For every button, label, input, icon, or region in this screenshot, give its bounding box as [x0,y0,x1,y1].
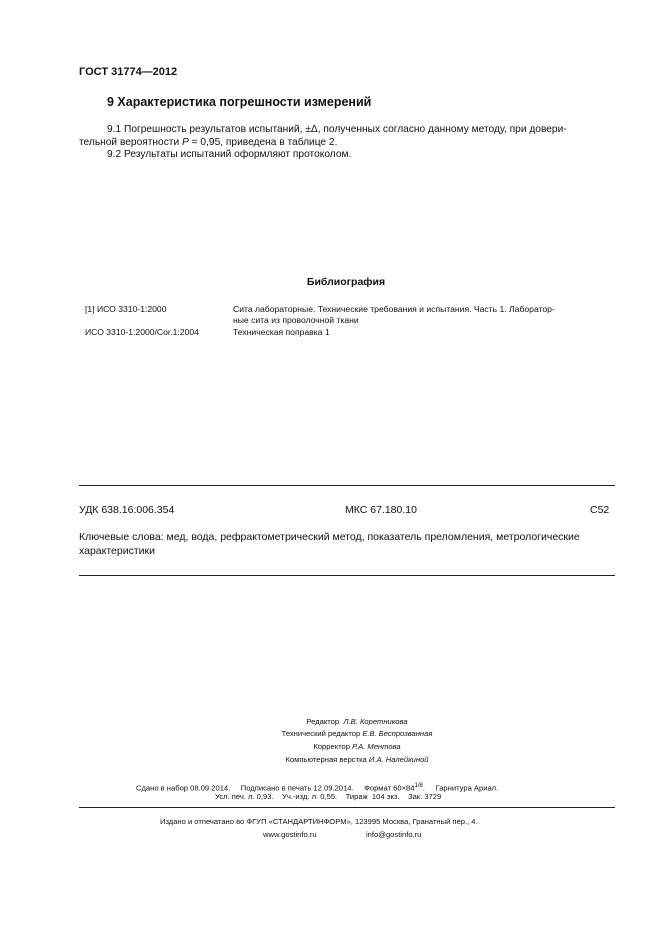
standard-number: ГОСТ 31774—2012 [79,66,178,78]
editor-label: Редактор [306,717,340,726]
mks-code: МКС 67.180.10 [345,504,417,516]
bib-entry-1-ref: [1] ИСО 3310-1:2000 [85,304,167,314]
keywords-line2: характеристики [79,545,155,557]
divider-middle [79,575,615,576]
print-details-line2: Усл. печ. л. 0,93. Уч.-изд. л. 0,55. Тираж 104 экз. Зак. 3729 [215,792,442,801]
layout-line [0,755,661,765]
section-title: 9 Характеристика погрешности измерений [107,95,372,109]
bib-entry-2-ref: ИСО 3310-1:2000/Cor.1:2004 [85,327,199,337]
bib-entry-2-text: Техническая поправка 1 [233,327,330,337]
keywords-line1: Ключевые слова: мед, вода, рефрактометрический метод, показатель преломления, метрологические [79,531,580,543]
p1-text-a: тельной вероятности [79,137,182,148]
publisher-email: info@gostinfo.ru [366,830,422,839]
bib-entry-1-line1: Сита лабораторные. Технические требования и испытания. Часть 1. Лаборатор- [233,304,555,314]
udk-code: УДК 638.16:006.354 [79,504,175,516]
p1-text-b: = 0,95, приведена в таблице 2. [188,137,338,148]
tech-editor-label: Технический редактор [281,729,361,738]
tech-editor-line [0,729,661,739]
publisher-address: Издано и отпечатано во ФГУП «СТАНДАРТИНФОРМ», 123995 Москва, Гранатный пер., 4. [160,817,478,826]
divider-top [79,485,615,486]
editor-name: Л.В. Коретникова [343,717,408,726]
bib-entry-1-text [233,304,623,326]
corrector-name: Р.А. Ментова [352,742,401,751]
publisher-website: www.gostinfo.ru [263,830,317,839]
corrector-label: Корректор [313,742,350,751]
p1-variable: P [182,137,189,148]
print-details-a: Сдано в набор 08.09.2014. Подписано в печать 12.09.2014. Формат 60×84 [136,783,415,793]
layout-name: И.А. Налейкиной [368,755,429,764]
print-details-b: . Гарнитура Ариал. [422,783,499,793]
bib-entry-1-line2: ные сита из проволочной ткани [233,315,359,325]
paragraph-9-2: 9.2 Результаты испытаний оформляют протоколом. [107,149,352,160]
tech-editor-name: Е.В. Беспрозванная [362,729,433,738]
editor-line [0,717,661,727]
format-fraction: 1/8 [414,783,423,789]
divider-bottom [79,807,615,808]
layout-label: Компьютерная верстка [285,755,367,764]
corrector-line [0,742,661,752]
paragraph-9-1-line1: 9.1 Погрешность результатов испытаний, ±Δ, полученных согласно данному методу, при довери- [107,124,567,135]
keywords [79,530,619,558]
classification-code: С52 [590,504,610,516]
bibliography-title: Библиография [306,276,386,288]
